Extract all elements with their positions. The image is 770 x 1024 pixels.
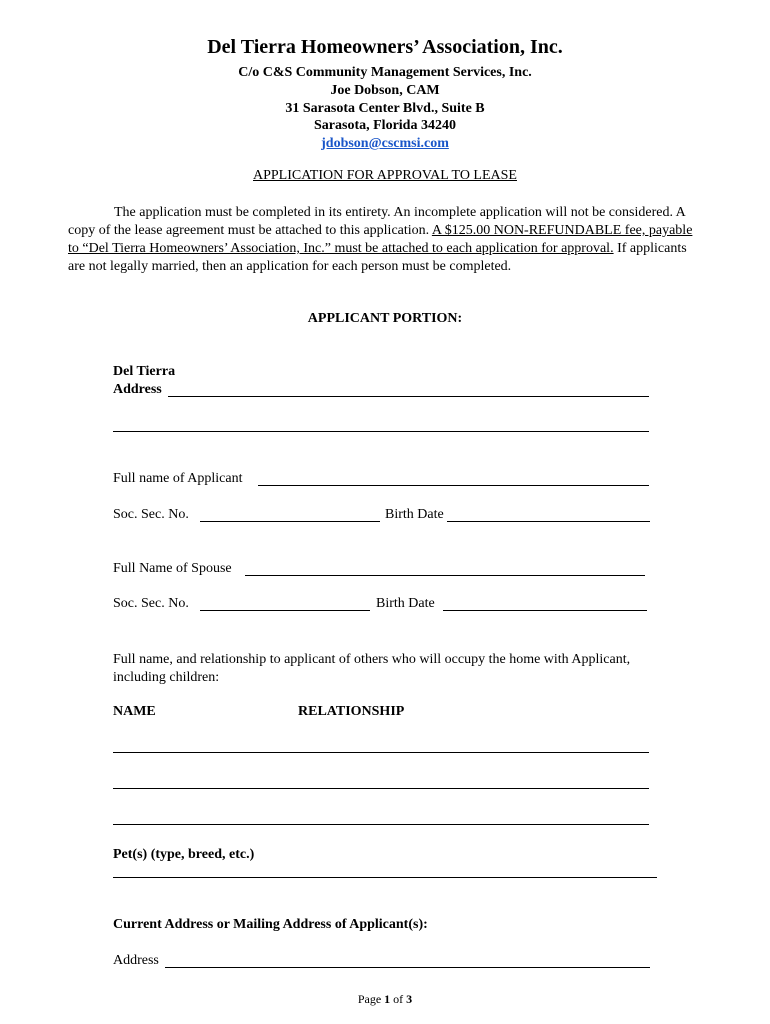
current-address-label: Address (113, 953, 159, 968)
email-link[interactable]: jdobson@cscmsi.com (321, 136, 449, 151)
page-current: 1 (384, 992, 391, 1006)
association-title: Del Tierra Homeowners’ Association, Inc. (207, 36, 563, 58)
spouse-name-label: Full Name of Spouse (113, 561, 232, 576)
soc-sec-label: Soc. Sec. No. (113, 507, 189, 522)
intro-paragraph (68, 204, 700, 276)
current-address-heading: Current Address or Mailing Address of Applicant(s): (113, 917, 428, 932)
occupant-line-1[interactable] (113, 752, 649, 753)
spouse-soc-sec-field[interactable] (200, 610, 370, 611)
header-line-contact: Joe Dobson, CAM (330, 83, 440, 98)
section-title: APPLICANT PORTION: (307, 311, 463, 326)
occupant-line-2[interactable] (113, 788, 649, 789)
address-label: Address (113, 382, 162, 397)
page-prefix: Page (357, 992, 385, 1006)
form-title: APPLICATION FOR APPROVAL TO LEASE (253, 168, 517, 183)
pets-field[interactable] (113, 877, 657, 878)
spouse-name-field[interactable] (245, 575, 645, 576)
applicant-name-field[interactable] (258, 485, 649, 486)
birth-date-label: Birth Date (385, 507, 444, 522)
header-line-street: 31 Sarasota Center Blvd., Suite B (285, 101, 485, 116)
address-field-line[interactable] (168, 396, 649, 397)
intro-text-1: The application must be completed in its entirety. An incomplete application will not be considered. A copy of the lease agreement must be attached to this application. (68, 205, 686, 238)
intro-text-2: If applicants are not legally married, then an application for each person must be completed. (68, 241, 687, 274)
applicant-name-label: Full name of Applicant (113, 471, 243, 486)
pets-label: Pet(s) (type, breed, etc.) (113, 847, 255, 862)
spouse-birth-date-label: Birth Date (376, 596, 435, 611)
header-line-city: Sarasota, Florida 34240 (314, 118, 456, 133)
header-line-management: C/o C&S Community Management Services, Inc. (238, 65, 532, 80)
occupants-note: Full name, and relationship to applicant of others who will occupy the home with Applicant, including children: (113, 652, 631, 685)
del-tierra-label: Del Tierra (113, 364, 176, 379)
page-total: 3 (406, 992, 413, 1006)
name-column-header: NAME (113, 704, 156, 719)
relationship-column-header: RELATIONSHIP (298, 704, 405, 719)
current-address-field[interactable] (165, 967, 650, 968)
spouse-birth-date-field[interactable] (443, 610, 647, 611)
spouse-soc-sec-label: Soc. Sec. No. (113, 596, 189, 611)
fee-notice: A $125.00 NON-REFUNDABLE fee, payable to “Del Tierra Homeowners’ Association, Inc.” must be attached to each application for approval. (68, 223, 693, 256)
occupant-line-3[interactable] (113, 824, 649, 825)
birth-date-field[interactable] (447, 521, 650, 522)
page-of: of (390, 992, 407, 1006)
page-number (0, 992, 770, 1007)
address-field-line-2[interactable] (113, 431, 649, 432)
soc-sec-field[interactable] (200, 521, 380, 522)
